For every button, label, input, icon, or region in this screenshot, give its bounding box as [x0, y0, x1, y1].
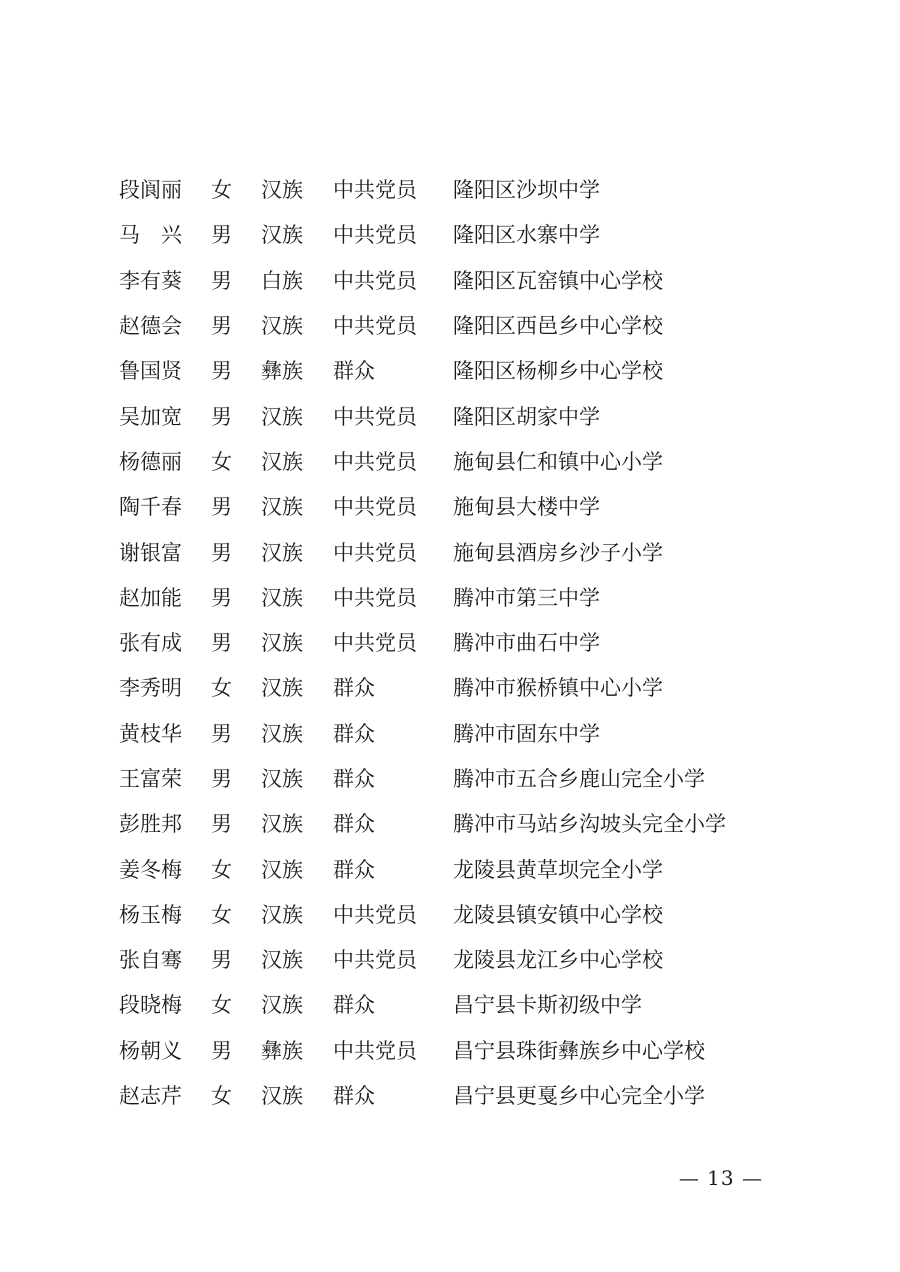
person-ethnicity: 汉族	[261, 585, 303, 610]
person-unit: 隆阳区胡家中学	[453, 404, 600, 429]
roster-row	[119, 712, 819, 757]
person-gender: 男	[211, 359, 232, 384]
person-unit: 腾冲市曲石中学	[453, 631, 600, 656]
person-political-status: 中共党员	[333, 178, 417, 203]
roster-row	[119, 983, 819, 1028]
roster-row	[119, 440, 819, 485]
person-ethnicity: 汉族	[261, 993, 303, 1018]
person-name: 谢银富	[119, 540, 182, 565]
person-gender: 男	[211, 495, 232, 520]
roster-row	[119, 530, 819, 575]
person-name: 彭胜邦	[119, 812, 182, 837]
roster-row	[119, 304, 819, 349]
person-ethnicity: 汉族	[261, 404, 303, 429]
person-unit: 施甸县酒房乡沙子小学	[453, 540, 663, 565]
person-gender: 男	[211, 223, 232, 248]
person-political-status: 群众	[333, 359, 375, 384]
person-gender: 男	[211, 314, 232, 339]
roster-row	[119, 621, 819, 666]
person-political-status: 群众	[333, 1084, 375, 1109]
person-unit: 昌宁县卡斯初级中学	[453, 993, 642, 1018]
person-political-status: 群众	[333, 993, 375, 1018]
person-gender: 女	[211, 993, 232, 1018]
person-gender: 女	[211, 902, 232, 927]
person-gender: 女	[211, 857, 232, 882]
person-name: 吴加宽	[119, 404, 182, 429]
person-ethnicity: 汉族	[261, 631, 303, 656]
person-gender: 女	[211, 178, 232, 203]
roster-row	[119, 938, 819, 983]
roster-row	[119, 802, 819, 847]
person-name: 马 兴	[119, 223, 182, 248]
person-name: 黄枝华	[119, 721, 182, 746]
person-gender: 男	[211, 948, 232, 973]
roster-row	[119, 666, 819, 711]
person-ethnicity: 汉族	[261, 495, 303, 520]
person-ethnicity: 彝族	[261, 359, 303, 384]
person-ethnicity: 汉族	[261, 540, 303, 565]
person-political-status: 中共党员	[333, 902, 417, 927]
person-name: 王富荣	[119, 767, 182, 791]
person-name: 鲁国贤	[119, 359, 182, 384]
person-name: 张有成	[119, 631, 182, 656]
person-name: 杨德丽	[119, 449, 182, 474]
person-name: 张自骞	[119, 948, 182, 973]
person-name: 李有葵	[119, 268, 182, 293]
roster-row	[119, 213, 819, 258]
person-political-status: 中共党员	[333, 268, 417, 293]
person-name: 杨朝义	[119, 1038, 182, 1063]
person-ethnicity: 汉族	[261, 178, 303, 203]
person-unit: 龙陵县镇安镇中心学校	[453, 902, 663, 927]
person-political-status: 中共党员	[333, 631, 417, 656]
person-unit: 隆阳区瓦窑镇中心学校	[453, 268, 663, 293]
person-unit: 腾冲市固东中学	[453, 721, 600, 746]
page-number: — 13 —	[678, 1166, 763, 1190]
person-name: 陶千春	[119, 495, 182, 520]
person-ethnicity: 汉族	[261, 721, 303, 746]
person-unit: 腾冲市猴桥镇中心小学	[453, 676, 663, 701]
roster-list	[119, 168, 819, 1119]
person-ethnicity: 白族	[261, 268, 303, 293]
person-unit: 施甸县大楼中学	[453, 495, 600, 520]
roster-row	[119, 1074, 819, 1119]
person-unit: 腾冲市第三中学	[453, 585, 600, 610]
person-ethnicity: 汉族	[261, 1084, 303, 1109]
person-name: 杨玉梅	[119, 902, 182, 927]
person-ethnicity: 汉族	[261, 812, 303, 837]
roster-row	[119, 349, 819, 394]
person-political-status: 群众	[333, 812, 375, 837]
person-name: 赵德会	[119, 314, 182, 339]
roster-row	[119, 485, 819, 530]
person-political-status: 中共党员	[333, 404, 417, 429]
person-gender: 男	[211, 721, 232, 746]
person-name: 段阆丽	[119, 178, 182, 203]
person-ethnicity: 彝族	[261, 1038, 303, 1063]
roster-row	[119, 168, 819, 213]
person-political-status: 中共党员	[333, 223, 417, 248]
person-political-status: 中共党员	[333, 449, 417, 474]
person-ethnicity: 汉族	[261, 676, 303, 701]
person-ethnicity: 汉族	[261, 767, 303, 791]
person-gender: 男	[211, 540, 232, 565]
roster-row	[119, 757, 819, 802]
roster-row	[119, 1029, 819, 1074]
person-name: 姜冬梅	[119, 857, 182, 882]
person-unit: 昌宁县更戛乡中心完全小学	[453, 1084, 705, 1109]
person-unit: 昌宁县珠街彝族乡中心学校	[453, 1038, 705, 1063]
person-ethnicity: 汉族	[261, 857, 303, 882]
person-political-status: 中共党员	[333, 585, 417, 610]
roster-row	[119, 847, 819, 892]
person-unit: 腾冲市五合乡鹿山完全小学	[453, 767, 705, 791]
person-ethnicity: 汉族	[261, 449, 303, 474]
person-gender: 女	[211, 1084, 232, 1109]
person-gender: 男	[211, 585, 232, 610]
person-gender: 男	[211, 404, 232, 429]
person-political-status: 中共党员	[333, 495, 417, 520]
person-ethnicity: 汉族	[261, 902, 303, 927]
person-unit: 隆阳区杨柳乡中心学校	[453, 359, 663, 384]
person-unit: 腾冲市马站乡沟坡头完全小学	[453, 812, 726, 837]
person-name: 段晓梅	[119, 993, 182, 1018]
person-gender: 男	[211, 812, 232, 837]
person-political-status: 群众	[333, 857, 375, 882]
person-gender: 男	[211, 767, 232, 791]
person-ethnicity: 汉族	[261, 223, 303, 248]
person-political-status: 群众	[333, 721, 375, 746]
person-unit: 隆阳区西邑乡中心学校	[453, 314, 663, 339]
person-unit: 龙陵县黄草坝完全小学	[453, 857, 663, 882]
person-gender: 男	[211, 1038, 232, 1063]
person-unit: 隆阳区沙坝中学	[453, 178, 600, 203]
person-gender: 男	[211, 631, 232, 656]
person-unit: 龙陵县龙江乡中心学校	[453, 948, 663, 973]
roster-row	[119, 259, 819, 304]
person-political-status: 中共党员	[333, 314, 417, 339]
person-name: 李秀明	[119, 676, 182, 701]
person-gender: 男	[211, 268, 232, 293]
person-gender: 女	[211, 676, 232, 701]
person-gender: 女	[211, 449, 232, 474]
person-unit: 隆阳区水寨中学	[453, 223, 600, 248]
roster-row	[119, 394, 819, 439]
roster-row	[119, 576, 819, 621]
person-ethnicity: 汉族	[261, 314, 303, 339]
person-political-status: 群众	[333, 767, 375, 791]
person-political-status: 中共党员	[333, 948, 417, 973]
person-ethnicity: 汉族	[261, 948, 303, 973]
person-political-status: 中共党员	[333, 540, 417, 565]
person-name: 赵加能	[119, 585, 182, 610]
person-political-status: 中共党员	[333, 1038, 417, 1063]
roster-row	[119, 893, 819, 938]
person-political-status: 群众	[333, 676, 375, 701]
person-name: 赵志芹	[119, 1084, 182, 1109]
person-unit: 施甸县仁和镇中心小学	[453, 449, 663, 474]
